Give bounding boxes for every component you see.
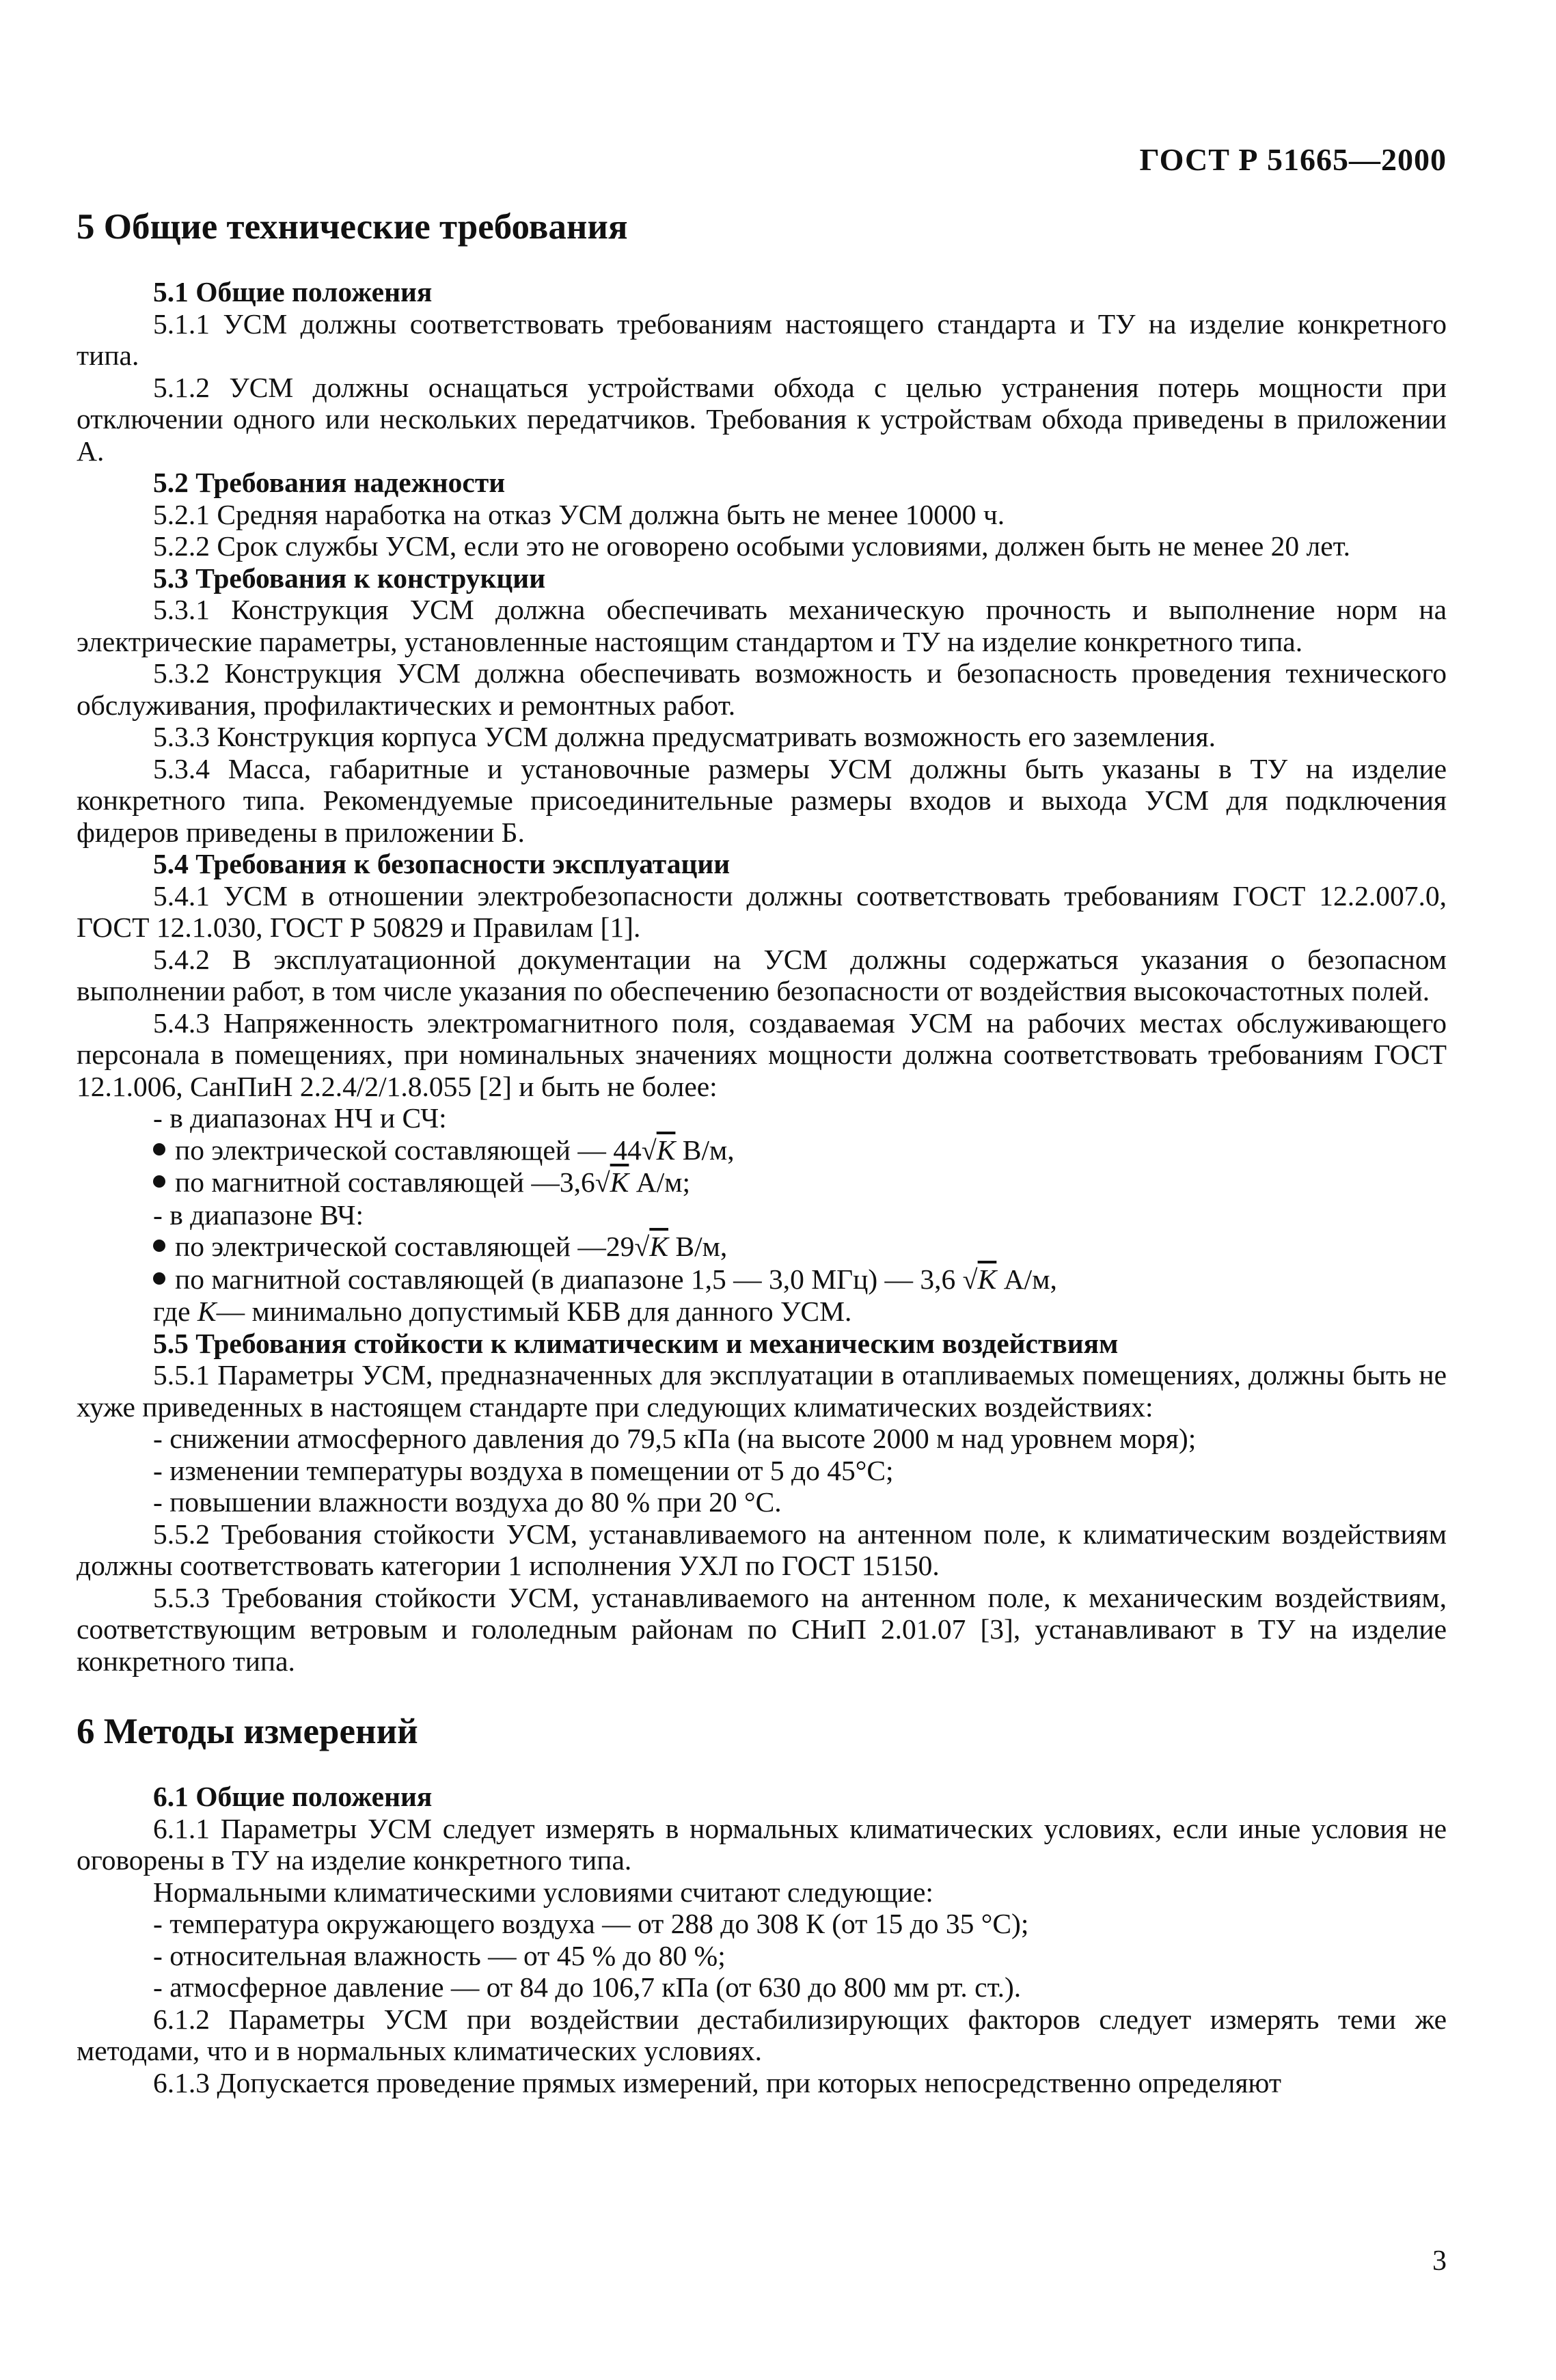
- paragraph-5-4-1: 5.4.1 УСМ в отношении электробезопасности должны соответствовать требованиям ГОСТ 12.2.007.0, ГОСТ 12.1.030, ГОСТ Р 50829 и Правилам [1].: [77, 879, 1447, 943]
- paragraph-6-1-1: 6.1.1 Параметры УСМ следует измерять в нормальных климатических условиях, если иные условия не оговорены в ТУ на изделие конкретного типа.: [77, 1812, 1447, 1876]
- heading-6-1: 6.1 Общие положения: [153, 1781, 433, 1812]
- heading-5-4: 5.4 Требования к безопасности эксплуатации: [153, 848, 731, 879]
- where-definition: — минимально допустимый КБВ для данного УСМ.: [216, 1296, 852, 1327]
- paragraph-6-1-2: 6.1.2 Параметры УСМ при воздействии дестабилизирующих факторов следует измерять теми же методами, что и в нормальных климатических условиях.: [77, 2003, 1447, 2066]
- bullet-dot-icon: [153, 1240, 165, 1252]
- variable-k: K: [649, 1231, 669, 1262]
- sqrt-icon: √: [962, 1263, 978, 1295]
- sqrt-k: [595, 1166, 629, 1198]
- sqrt-k: [963, 1263, 997, 1295]
- sqrt-icon: √: [634, 1231, 650, 1262]
- where-variable: K: [197, 1296, 217, 1327]
- paragraph-5-4-2: 5.4.2 В эксплуатационной документации на УСМ должны содержаться указания о безопасном выполнении работ, в том числе указания по обеспечению безопасности от воздействия высокочастотных полей.: [77, 943, 1447, 1007]
- paragraph-5-5-1: 5.5.1 Параметры УСМ, предназначенных для эксплуатации в отапливаемых помещениях, должны быть не хуже приведенных в настоящем стандарте при следующих климатических воздействиях:: [77, 1359, 1447, 1423]
- condition-pressure: - снижении атмосферного давления до 79,5 кПа (на высоте 2000 м над уровнем моря);: [153, 1423, 1197, 1454]
- paragraph-5-3-4: 5.3.4 Масса, габаритные и установочные размеры УСМ должны быть указаны в ТУ на изделие конкретного типа. Рекомендуемые присоединительные размеры входов и выхода УСМ для подключения фидеров приведены в приложении Б.: [77, 752, 1447, 848]
- normal-temperature: - температура окружающего воздуха — от 288 до 308 К (от 15 до 35 °С);: [153, 1908, 1029, 1939]
- page-content: [77, 205, 1447, 2098]
- heading-5-1: 5.1 Общие положения: [153, 276, 433, 307]
- normal-humidity: - относительная влажность — от 45 % до 80 %;: [153, 1939, 726, 1971]
- page-number: 3: [1432, 2245, 1447, 2277]
- unit-text: А/м;: [629, 1166, 691, 1198]
- paragraph-5-1-2: 5.1.2 УСМ должны оснащаться устройствами обхода с целью устранения потерь мощности при отключении одного или нескольких передатчиков. Требования к устройствам обхода приведены в приложении А.: [77, 371, 1447, 467]
- condition-temperature: - изменении температуры воздуха в помещении от 5 до 45°С;: [153, 1454, 894, 1486]
- unit-text: В/м,: [668, 1231, 728, 1262]
- variable-k: K: [977, 1263, 997, 1295]
- bullet-text: по магнитной составляющей —3,6: [175, 1166, 595, 1198]
- paragraph-5-3-3: 5.3.3 Конструкция корпуса УСМ должна предусматривать возможность его заземления.: [153, 721, 1216, 752]
- sqrt-k: [634, 1231, 668, 1262]
- where-prefix: где: [153, 1296, 197, 1327]
- bullet-electric-lf: [153, 1134, 1447, 1167]
- heading-5-2: 5.2 Требования надежности: [153, 467, 506, 498]
- paragraph-5-4-3: 5.4.3 Напряженность электромагнитного поля, создаваемая УСМ на рабочих местах обслуживающего персонала в помещениях, при номинальных значениях мощности должна соответствовать требованиям ГОСТ 12.1.006, СанПиН 2.2.4/2/1.8.055 [2] и быть не более:: [77, 1007, 1447, 1102]
- heading-5-5: 5.5 Требования стойкости к климатическим и механическим воздействиям: [153, 1327, 1119, 1359]
- normal-pressure: - атмосферное давление — от 84 до 106,7 кПа (от 630 до 800 мм рт. ст.).: [153, 1971, 1022, 2003]
- sqrt-k: [642, 1134, 676, 1166]
- section-5-title: 5 Общие технические требования: [77, 207, 628, 247]
- bullet-text: по электрической составляющей —29: [175, 1231, 635, 1262]
- variable-k: K: [656, 1134, 676, 1166]
- range-lf-mf: - в диапазонах НЧ и СЧ:: [153, 1102, 447, 1134]
- paragraph-6-1-3: 6.1.3 Допускается проведение прямых измерений, при которых непосредственно определяют: [153, 2066, 1282, 2098]
- bullet-dot-icon: [153, 1143, 165, 1155]
- paragraph-normal-conditions: Нормальными климатическими условиями считают следующие:: [153, 1876, 933, 1908]
- paragraph-5-2-2: 5.2.2 Срок службы УСМ, если это не оговорено особыми условиями, должен быть не менее 20 лет.: [153, 530, 1351, 562]
- sqrt-icon: √: [641, 1134, 657, 1166]
- bullet-electric-hf: [153, 1231, 1447, 1263]
- sqrt-icon: √: [595, 1167, 610, 1198]
- unit-text: В/м,: [675, 1134, 735, 1166]
- paragraph-5-2-1: 5.2.1 Средняя наработка на отказ УСМ должна быть не менее 10000 ч.: [153, 498, 1005, 530]
- heading-5-3: 5.3 Требования к конструкции: [153, 562, 546, 594]
- bullet-magnetic-hf: [153, 1263, 1447, 1296]
- bullet-magnetic-lf: [153, 1166, 1447, 1199]
- paragraph-5-3-1: 5.3.1 Конструкция УСМ должна обеспечивать механическую прочность и выполнение норм на электрические параметры, установленные настоящим стандартом и ТУ на изделие конкретного типа.: [77, 594, 1447, 657]
- condition-humidity: - повышении влажности воздуха до 80 % при 20 °С.: [153, 1486, 782, 1518]
- bullet-text: по магнитной составляющей (в диапазоне 1,5 — 3,0 МГц) — 3,6: [175, 1263, 963, 1295]
- paragraph-5-3-2: 5.3.2 Конструкция УСМ должна обеспечивать возможность и безопасность проведения технического обслуживания, профилактических и ремонтных работ.: [77, 657, 1447, 721]
- paragraph-5-1-1: 5.1.1 УСМ должны соответствовать требованиям настоящего стандарта и ТУ на изделие конкретного типа.: [77, 307, 1447, 371]
- section-6-title: 6 Методы измерений: [77, 1712, 418, 1751]
- variable-k: K: [610, 1166, 629, 1198]
- bullet-text: по электрической составляющей — 44: [175, 1134, 642, 1166]
- unit-text: А/м,: [996, 1263, 1057, 1295]
- bullet-dot-icon: [153, 1272, 165, 1285]
- range-hf: - в диапазоне ВЧ:: [153, 1199, 364, 1231]
- paragraph-5-5-2: 5.5.2 Требования стойкости УСМ, устанавливаемого на антенном поле, к климатическим воздействиям должны соответствовать категории 1 исполнения УХЛ по ГОСТ 15150.: [77, 1518, 1447, 1581]
- paragraph-5-5-3: 5.5.3 Требования стойкости УСМ, устанавливаемого на антенном поле, к механическим воздействиям, соответствующим ветровым и гололедным районам по СНиП 2.01.07 [3], устанавливают в ТУ на изделие конкретного типа.: [77, 1581, 1447, 1677]
- where-clause: [77, 1296, 1447, 1328]
- document-id: ГОСТ Р 51665—2000: [1139, 142, 1447, 177]
- bullet-dot-icon: [153, 1175, 165, 1188]
